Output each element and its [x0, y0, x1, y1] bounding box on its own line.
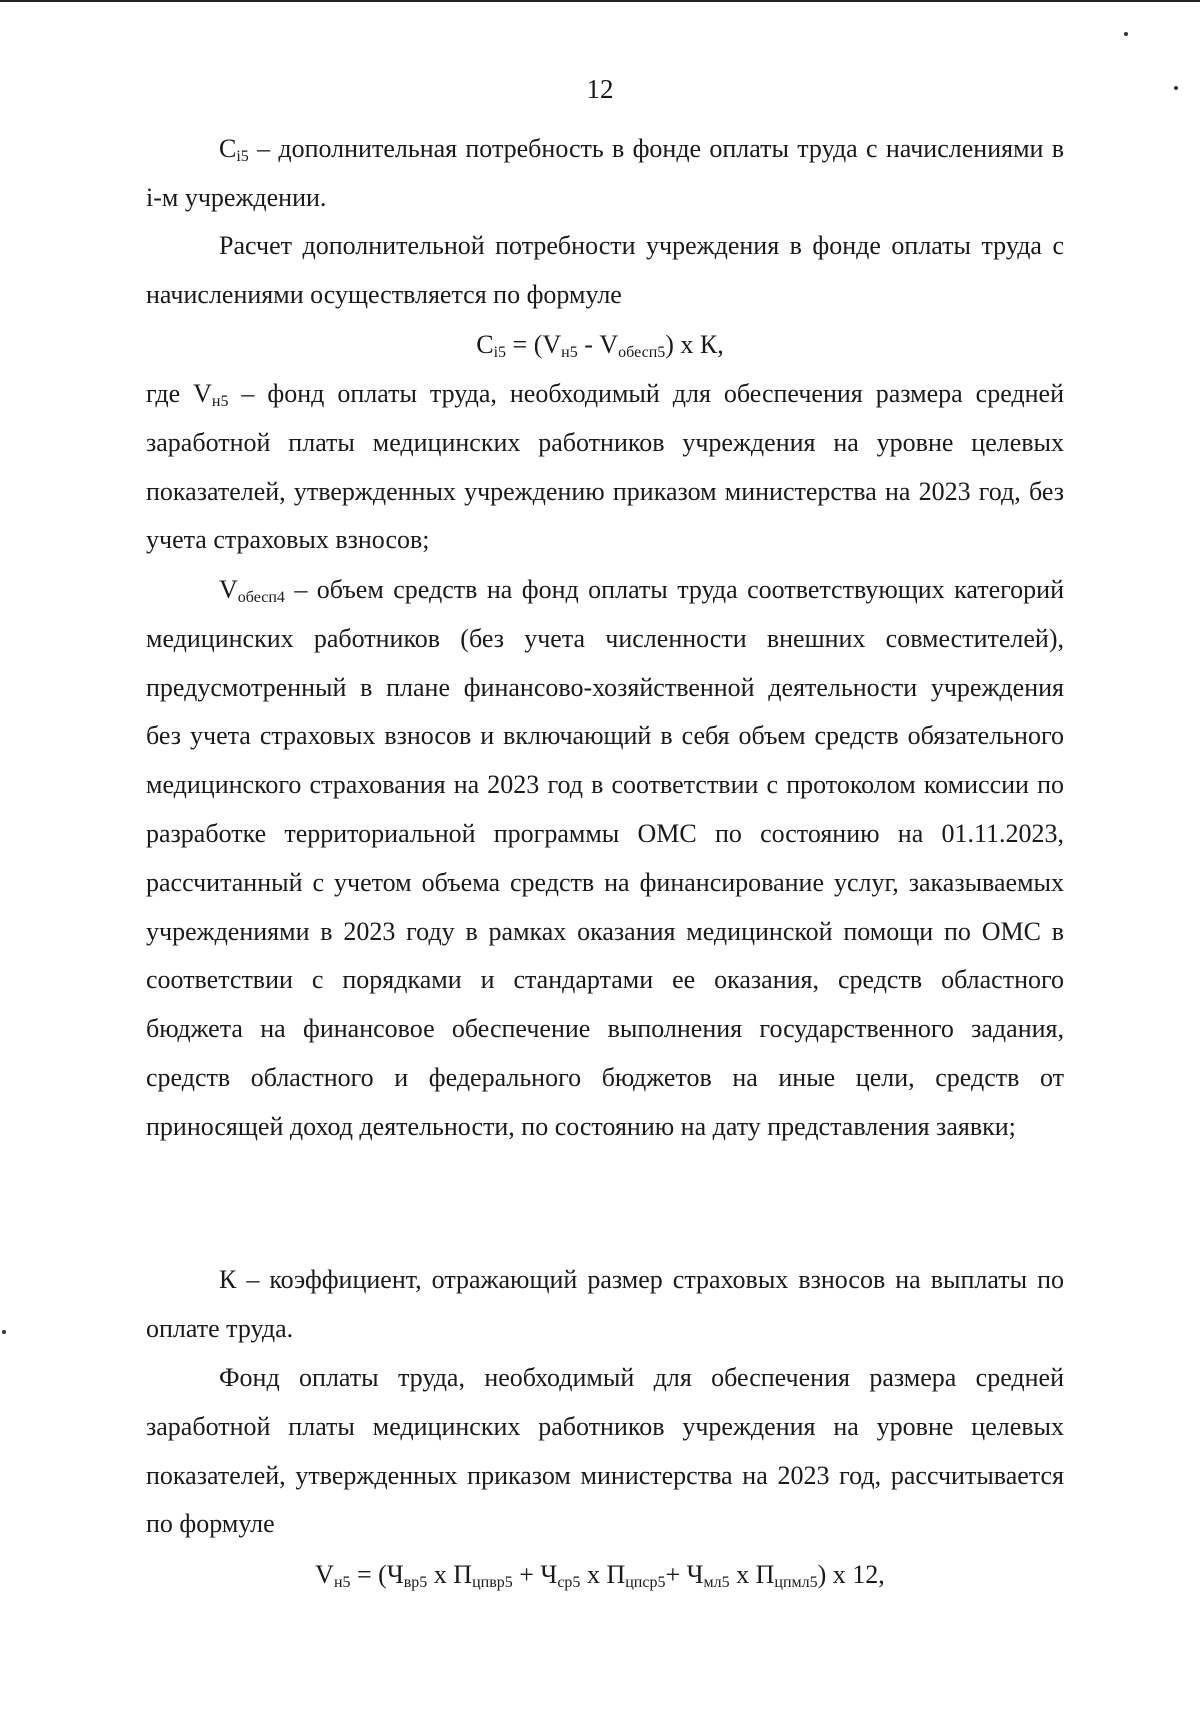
formula-v-n5: $V_{н5} = (Ч_{вр5}$ х $П_{цпвр5} + Ч_{ср5}$ х $П_{цпср5}+ Ч_{мл5}$ х $П_{цпмл5}$) х 12, — [315, 1560, 885, 1591]
paragraph-text: Фонд оплаты труда, необходимый для обеспечения размера средней заработной платы медицинских работников учреждения на уровне целевых показателей, утвержденных приказом министерства на 2023 год, рассчитывается по формуле — [146, 1363, 1064, 1539]
symbol-subscript: i5 — [236, 148, 249, 165]
scan-speck — [1124, 32, 1128, 36]
paragraph-fund-intro — [146, 1354, 1064, 1549]
paragraph-text: К – коэффициент, отражающий размер страховых взносов на выплаты по оплате труда. — [146, 1265, 1064, 1343]
paragraph-v-n5-definition: где $V_{н5}$ – фонд оплаты труда, необходимый для обеспечения размера средней заработной платы медицинских работников учреждения на уровне целевых показателей, утвержденных учреждению приказом министерства на 2023 год, без учета страховых взносов; — [146, 379, 1064, 555]
paragraph-c-definition — [146, 125, 1064, 223]
scan-speck — [1174, 86, 1178, 90]
symbol: C — [219, 134, 237, 163]
paragraph-k-definition — [146, 1256, 1064, 1354]
top-border-line — [0, 0, 1200, 2]
symbol-subscript: обесп4 — [237, 589, 285, 606]
paragraph-text: – объем средств на фонд оплаты труда соответствующих категорий медицинских работников (без учета численности внешних совместителей), предусмотренный в плане финансово-хозяйственной деятельности учреждения без учета страховых взносов и включающий в себя объем средств обязательного медицинского страхования на 2023 год в соответствии с протоколом комиссии по разработке территориальной программы ОМС по состоянию на 01.11.2023, рассчитанный с учетом объема средств на финансирование услуг, заказываемых учреждениями в 2023 году в рамках оказания медицинской помощи по ОМС в соответствии с порядками и стандартами ее оказания, средств областного бюджета на финансовое обеспечение выполнения государственного задания, средств областного и федерального бюджетов на иные цели, средств от приносящей доход деятельности, по состоянию на дату представления заявки; — [146, 575, 1064, 1141]
paragraph-text: Расчет дополнительной потребности учреждения в фонде оплаты труда с начислениями осуществляется по формуле — [146, 231, 1064, 309]
paragraph-text: – дополнительная потребность в фонде оплаты труда с начислениями в i-м учреждении. — [146, 134, 1064, 212]
paragraph-v-obesp4-definition — [146, 566, 1064, 1152]
symbol: V — [219, 575, 238, 604]
page-number: 12 — [586, 74, 614, 104]
paragraph-calculation-intro — [146, 222, 1064, 320]
paragraph-text: – фонд оплаты труда, необходимый для обеспечения размера средней заработной платы медицинских работников учреждения на уровне целевых показателей, утвержденных учреждению приказом министерства на 2023 год, без учета страховых взносов; — [146, 379, 1064, 555]
formula-c-i5: $C_{i5} = (V_{н5} - V_{обесп5})$ х К, — [476, 330, 724, 361]
scan-speck — [2, 1330, 6, 1334]
